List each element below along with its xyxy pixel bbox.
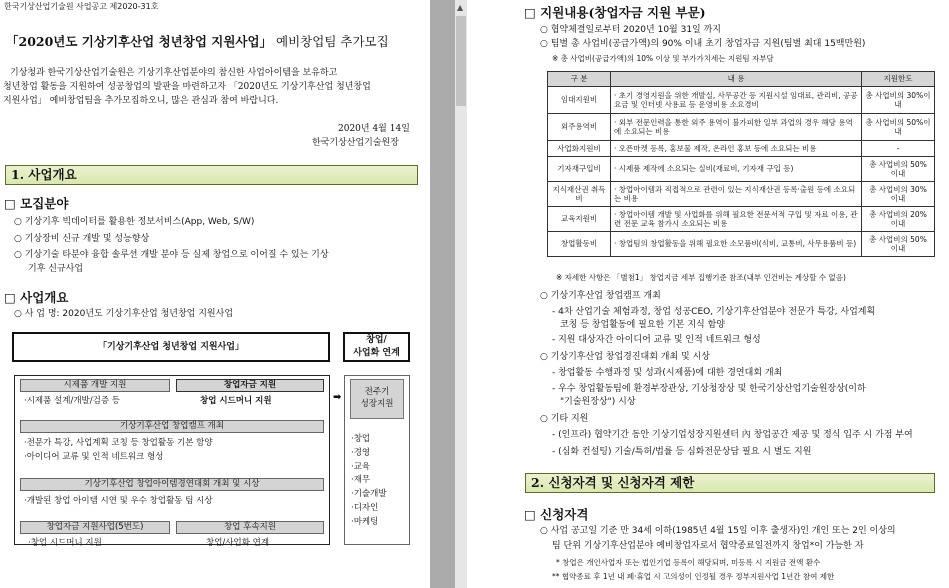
document-page-left <box>0 0 430 588</box>
title-sub: 예비창업팀 추가모집 <box>272 34 389 49</box>
row-category: 사업화지원비 <box>548 141 611 157</box>
intro-line-2: 청년창업 활동을 지원하여 성공창업의 발판을 마련하고자 「2020년도 기상기후산업 청년창업 <box>3 82 371 92</box>
contest-item-2: - 우수 창업활동팀에 환경부장관상, 기상청장상 및 한국기상산업기술원장상(이하 <box>552 384 866 394</box>
cycle-title: 전주기 성장지원 <box>350 379 404 419</box>
diagram-side-title: 창업/ 사업화 연계 <box>343 332 410 362</box>
table-row <box>548 87 935 114</box>
row-category: 교육지원비 <box>548 207 611 232</box>
other-item-2: - (심화 컨설팅) 기술/특허/법률 등 심화전문상담 필요 시 별도 지원 <box>552 447 812 457</box>
row-limit: 총 사업비의 30% 이내 <box>862 182 935 207</box>
table-row <box>548 182 935 207</box>
header-limit: 지원한도 <box>862 72 935 87</box>
table-note: ※ 자세한 사항은 「별첨1」 창업지금 세부 집행기준 참조(내부 인건비는 계상할 수 없음) <box>556 273 846 282</box>
diagram-arrow: ➡ <box>333 392 342 403</box>
subhead-target: □ 모집분야 <box>4 196 69 211</box>
row-desc: · 시제품 제작에 소요되는 실비(재료비, 기자재 구입 등) <box>611 157 862 182</box>
cycle-item: ·교육 <box>351 461 371 472</box>
row-limit: 총 사업비의 50% 이내 <box>862 157 935 182</box>
target-item-2: ○ 기상장비 신규 개발 및 성능향상 <box>14 234 150 244</box>
cycle-item: ·창업 <box>351 434 371 444</box>
target-item-3-cont: 기후 신규사업 <box>28 264 84 274</box>
row-category: 지식재산권 취득비 <box>548 182 611 207</box>
camp-desc-2: ·아이디어 교류 및 인적 네트워크 형성 <box>24 452 164 462</box>
qual-item-1: ○ 사업 공고일 기준 만 34세 이하(1985년 4월 15일 이후 출생자)인 개인 또는 2인 이상의 <box>540 526 896 536</box>
table-header-row <box>548 72 935 87</box>
row-desc: · 외부 전문인력을 통한 외주 용역이 불가피한 일부 과업의 경우 해당 용역에 소요되는 비용 <box>611 114 862 141</box>
qual-note-2: ** 협약종료 후 1년 내 폐·휴업 시 고의성이 인정될 경우 정부지원사업 1년간 참여 제한 <box>552 572 835 581</box>
table-row <box>548 207 935 232</box>
subhead-overview: □ 사업개요 <box>4 290 69 305</box>
cycle-item: ·디자인 <box>351 502 379 513</box>
row-limit: 총 사업비의 30%이내 <box>862 87 935 114</box>
row-category: 임대지원비 <box>548 87 611 114</box>
support-heading: □ 지원내용(창업자금 지원 부문) <box>524 5 706 20</box>
header-content: 내 용 <box>611 72 862 87</box>
fund-desc: 창업 시드머니 지원 <box>200 396 272 406</box>
contest-heading: ○ 기상기후산업 창업경진대회 개최 및 시상 <box>540 352 710 362</box>
camp-title: 기상기후산업 창업캠프 개최 <box>20 420 324 433</box>
vertical-scrollbar[interactable] <box>455 0 467 588</box>
cycle-list <box>351 433 387 530</box>
camp-item-1-cont: 코칭 등 창업활동에 필요한 기본 지식 함양 <box>560 320 725 330</box>
proto-title: 시제품 개발 지원 <box>20 379 170 392</box>
row-limit: - <box>862 141 935 157</box>
seed-desc: ·창업 시드머니 지원 <box>28 538 102 548</box>
other-item-1: - (인프라) 협약기간 동안 기상기업성장지원센터 內 창업공간 제공 및 정식 입주 시 가점 부여 <box>552 430 913 440</box>
expense-table <box>547 71 935 257</box>
table-row <box>548 232 935 257</box>
table-row <box>548 114 935 141</box>
row-desc: · 초기 경영지원을 위한 개발실, 사무공간 등 지원시설 임대료, 관리비, 공공요금 및 인터넷 사용료 등 운영비용 소요경비 <box>611 87 862 114</box>
notice-org: 한국기상산업기술원장 <box>312 138 399 148</box>
row-limit: 총 사업비의 50%이내 <box>862 114 935 141</box>
cycle-item: ·재무 <box>351 475 371 486</box>
row-category: 창업활동비 <box>548 232 611 257</box>
qual-note-1: * 창업은 개인사업자 또는 법인기업 등록이 해당되며, 미등록 시 지원금 전액 환수 <box>556 558 821 567</box>
row-limit: 총 사업비의 20% 이내 <box>862 207 935 232</box>
overview-item: ○ 사 업 명: 2020년도 기상기후산업 청년창업 지원사업 <box>14 309 234 319</box>
row-desc: · 오픈마켓 등록, 홍보물 제작, 온라인 홍보 등에 소요되는 비용 <box>611 141 862 157</box>
row-desc: · 창업아이템 개발 및 사업화를 위해 필요한 전문서적 구입 및 자료 이용, 관련 전문 교육 참가시 소요되는 비용 <box>611 207 862 232</box>
support-period: ○ 협약체결일로부터 2020년 10월 31일 까지 <box>540 25 721 35</box>
proto-desc: ·시제품 설계/개발/검증 등 <box>24 396 120 406</box>
contest-item-1: - 창업활동 수행과정 및 성과(시제품)에 대한 경연대회 개최 <box>552 368 783 378</box>
row-desc: · 창업아이템과 직접적으로 관련이 있는 지식재산권 등록·출원 등에 소요되는 비용 <box>611 182 862 207</box>
camp-item-2: - 지원 대상자간 아이디어 교류 및 인적 네트워크 형성 <box>552 335 761 345</box>
target-item-3: ○ 기상기술 타분야 융합 솔루션 개발 분야 등 실제 창업으로 이어질 수 있는 기상 <box>14 250 329 260</box>
fund-title: 창업자금 지원 <box>176 379 324 392</box>
support-funding: ○ 팀별 총 사업비(공급가액)의 90% 이내 초기 창업자금 지원(팀별 최대 15백만원) <box>540 39 866 49</box>
camp-item-1: - 4차 산업기술 체험과정, 창업 성공CEO, 기상기후산업분야 전문가 특강, 사업계획 <box>552 307 876 317</box>
diagram-main-title: 「기상기후산업 청년창업 지원사업」 <box>12 332 330 362</box>
follow-desc: 창업/사업화 연계 <box>206 538 270 548</box>
page-title <box>6 32 389 50</box>
table-row <box>548 157 935 182</box>
notice-date: 2020년 4월 14일 <box>338 124 410 134</box>
intro-line-1: 기상청과 한국기상산업기술원은 기상기후산업분야의 참신한 사업아이템을 보유하고 <box>10 68 338 78</box>
camp-desc-1: ·전문가 특강, 사업계획 코칭 등 창업활동 기본 함양 <box>24 438 213 448</box>
contest-desc: ·개발된 창업 아이템 시연 및 우수 창업활동 팀 시상 <box>24 496 213 506</box>
row-category: 기자재구입비 <box>548 157 611 182</box>
intro-line-3: 지원사업」 예비창업팀을 추가모집하오니, 많은 관심과 참여 바랍니다. <box>3 96 279 106</box>
qual-heading: □ 신청자격 <box>524 507 589 522</box>
qual-item-1-cont: 팀 단위 기상기후산업분야 예비창업자로서 협약종료일전까지 창업*이 가능한 자 <box>552 541 864 551</box>
header-category: 구 분 <box>548 72 611 87</box>
cycle-item: ·경영 <box>351 447 371 458</box>
target-item-1: ○ 기상기후 빅데이터를 활용한 정보서비스(App, Web, S/W) <box>14 217 255 227</box>
table-row <box>548 141 935 157</box>
title-main: 「2020년도 기상기후산업 청년창업 지원사업」 <box>6 34 273 49</box>
section-1-header: 1. 사업개요 <box>5 165 418 185</box>
cycle-item: ·기술개발 <box>351 489 387 500</box>
other-heading: ○ 기타 지원 <box>540 414 589 424</box>
follow-title: 창업 후속지원 <box>176 521 324 534</box>
camp-heading: ○ 기상기후산업 창업캠프 개최 <box>540 291 661 301</box>
seed-title: 창업자금 지원사업(5번도) <box>20 521 170 534</box>
contest-title: 기상기후산업 창업아이템경연대회 개최 및 시상 <box>20 478 324 491</box>
row-category: 외주용역비 <box>548 114 611 141</box>
scroll-thumb[interactable] <box>456 16 466 106</box>
section-2-header: 2. 신청자격 및 신청자격 제한 <box>525 473 935 493</box>
cycle-box <box>344 375 410 545</box>
cycle-item: ·마케팅 <box>351 516 379 527</box>
row-limit: 총 사업비의 50% 이내 <box>862 232 935 257</box>
funding-note: ※ 총 사업비(공급가액)의 10% 이상 및 부가가치세는 지원팀 자부담 <box>552 54 774 63</box>
contest-item-2-cont: "기술원장상") 시상 <box>560 397 636 407</box>
scroll-up-icon[interactable]: ▲ <box>457 3 464 12</box>
header-line: 한국기상산업기술원 사업공고 제2020-31호 <box>4 2 159 11</box>
row-desc: · 창업팀의 창업활동을 위해 필요한 소모품비(식비, 교통비, 사무용품비 등) <box>611 232 862 257</box>
